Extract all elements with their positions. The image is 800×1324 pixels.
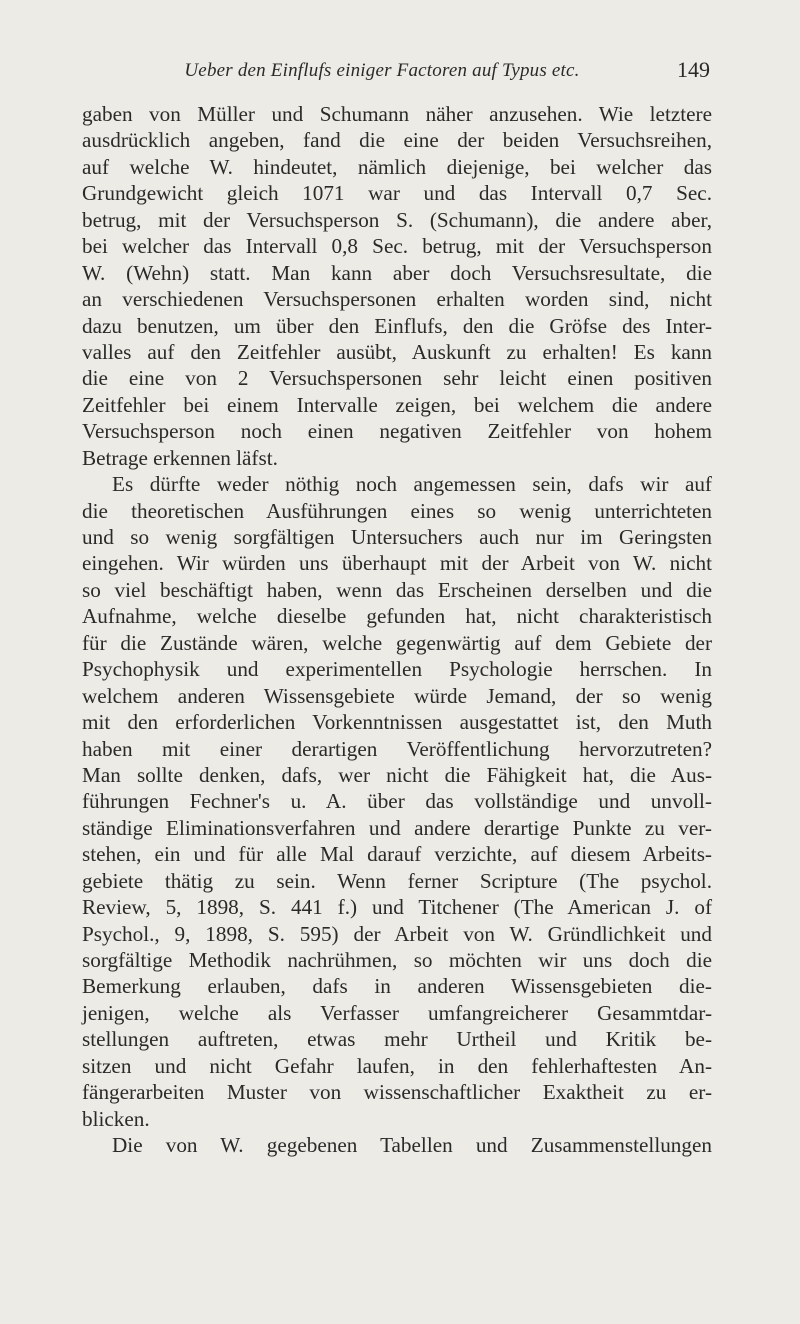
text-line: Die von W. gegebenen Tabellen und Zusammenstellungen <box>112 1133 712 1158</box>
text-line: Grundgewicht gleich 1071 war und das Intervall 0,7 Sec. <box>82 181 712 206</box>
text-line: Man sollte denken, dafs, wer nicht die Fähigkeit hat, die Aus- <box>82 762 712 787</box>
text-line: Versuchsperson noch einen negativen Zeitfehler von hohem <box>82 419 712 444</box>
text-line: und so wenig sorgfältigen Untersuchers auch nur im Geringsten <box>82 525 712 549</box>
text-line: jenigen, welche als Verfasser umfangreicherer Gesammtdar- <box>82 1000 712 1025</box>
text-line: Psychol., 9, 1898, S. 595) der Arbeit von W. Gründlichkeit und <box>82 921 712 946</box>
text-line: betrug, mit der Versuchsperson S. (Schumann), die andere aber, <box>82 207 712 232</box>
text-line: valles auf den Zeitfehler ausübt, Auskunft zu erhalten! Es kann <box>82 339 712 364</box>
text-line: gebiete thätig zu sein. Wenn ferner Scripture (The psychol. <box>82 868 712 893</box>
text-line: Aufnahme, welche dieselbe gefunden hat, nicht charakteristisch <box>82 604 712 629</box>
text-line: die theoretischen Ausführungen eines so wenig unterrichteten <box>82 498 712 523</box>
text-line: für die Zustände wären, welche gegenwärtig auf dem Gebiete der <box>82 630 712 655</box>
text-line: stehen, ein und für alle Mal darauf verzichte, auf diesem Arbeits- <box>82 842 712 867</box>
text-line: Psychophysik und experimentellen Psychologie herrschen. In <box>82 657 712 682</box>
body-text <box>82 101 712 1159</box>
text-line: gaben von Müller und Schumann näher anzusehen. Wie letztere <box>82 102 712 126</box>
text-line: welchem anderen Wissensgebiete würde Jemand, der so wenig <box>82 683 712 708</box>
page-number: 149 <box>677 57 710 82</box>
text-line: ausdrücklich angeben, fand die eine der beiden Versuchsreihen, <box>82 128 712 153</box>
text-line: W. (Wehn) statt. Man kann aber doch Versuchsresultate, die <box>82 260 712 285</box>
running-title: Ueber den Einflufs einiger Factoren auf Typus etc. <box>184 60 580 81</box>
text-line: Review, 5, 1898, S. 441 f.) und Titchener (The American J. of <box>82 895 712 920</box>
text-line: so viel beschäftigt haben, wenn das Erscheinen derselben und die <box>82 577 712 602</box>
page-header <box>90 57 730 90</box>
text-line: fängerarbeiten Muster von wissenschaftlicher Exaktheit zu er- <box>82 1080 712 1105</box>
text-line: stellungen auftreten, etwas mehr Urtheil und Kritik be- <box>82 1027 712 1052</box>
text-line: Es dürfte weder nöthig noch angemessen sein, dafs wir auf <box>112 472 712 497</box>
text-line: sorgfältige Methodik nachrühmen, so möchten wir uns doch die <box>82 948 712 972</box>
text-line: an verschiedenen Versuchspersonen erhalten worden sind, nicht <box>82 287 712 312</box>
text-line: Betrage erkennen läfst. <box>82 445 278 470</box>
text-line: dazu benutzen, um über den Einflufs, den die Gröfse des Inter- <box>82 313 712 338</box>
text-line: eingehen. Wir würden uns überhaupt mit der Arbeit von W. nicht <box>82 551 712 576</box>
text-line: mit den erforderlichen Vorkenntnissen ausgestattet ist, den Muth <box>82 710 712 735</box>
text-line: auf welche W. hindeutet, nämlich diejenige, bei welcher das <box>82 154 712 179</box>
text-line: blicken. <box>82 1106 150 1131</box>
text-line: ständige Eliminationsverfahren und andere derartige Punkte zu ver- <box>82 815 712 840</box>
text-line: bei welcher das Intervall 0,8 Sec. betrug, mit der Versuchsperson <box>82 234 712 259</box>
text-line: haben mit einer derartigen Veröffentlichung hervorzutreten? <box>82 736 712 761</box>
text-line: führungen Fechner's u. A. über das vollständige und unvoll- <box>82 789 712 814</box>
text-line: Bemerkung erlauben, dafs in anderen Wissensgebieten die- <box>82 974 712 999</box>
text-line: Zeitfehler bei einem Intervalle zeigen, bei welchem die andere <box>82 392 712 417</box>
text-line: sitzen und nicht Gefahr laufen, in den fehlerhaftesten An- <box>82 1053 712 1078</box>
text-line: die eine von 2 Versuchspersonen sehr leicht einen positiven <box>82 366 712 391</box>
